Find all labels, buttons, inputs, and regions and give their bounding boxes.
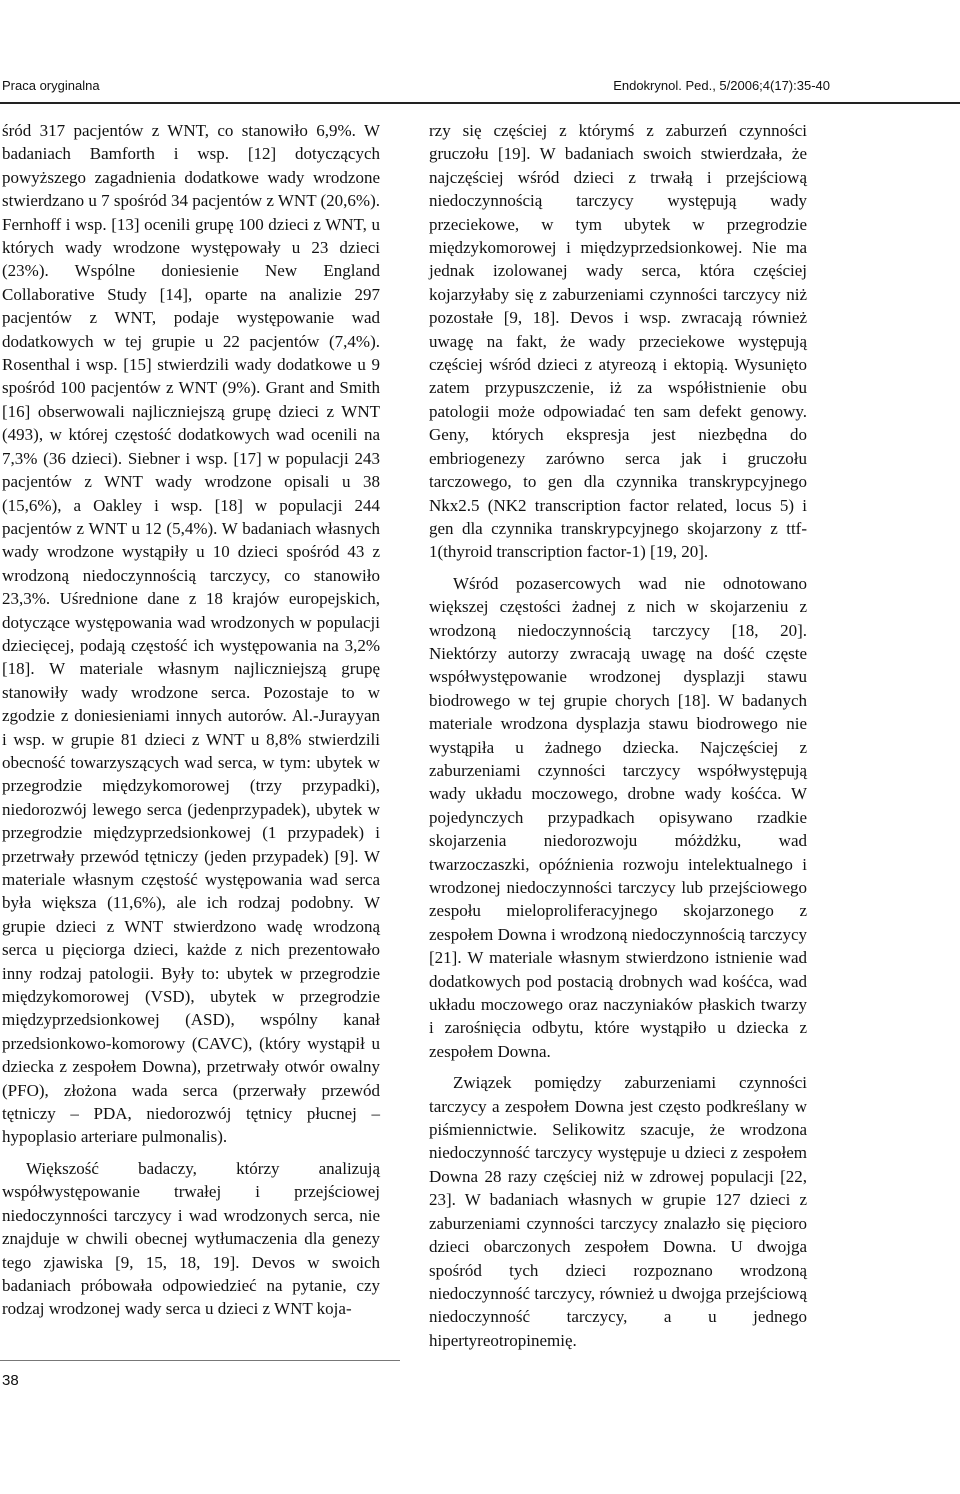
page-number: 38 bbox=[2, 1372, 19, 1389]
journal-citation: Endokrynol. Ped., 5/2006;4(17):35-40 bbox=[613, 78, 830, 93]
header-rule bbox=[0, 102, 960, 104]
paragraph: Wśród pozasercowych wad nie odnotowano większej częstości żadnej z nich w skojarzeniu z wrodzoną niedoczynnością tarczycy [18, 20]. Niektórzy autorzy zwracają uwagę na dość częste współwystępowanie wrodzonej dysplazji stawu biodrowego w tej grupie chorych [18]. W badanych materiale wrodzona dysplazja stawu biodrowego nie wystąpiła u żadnego dziecka. Najczęściej z zaburzeniami czynności tarczycy współwystępują wady układu moczowego, drobne wady kośćca. W pojedynczych przypadkach opisywano rzadkie skojarzenia niedorozwoju móżdżku, wad twarzoczaszki, opóźnienia rozwoju intelektualnego i wrodzonej niedoczynności tarczycy lub przejściowego zespołu mieloproliferacyjnego skojarzonego z zespołem Downa i wrodzoną niedoczynnością tarczycy [21]. W materiale własnym stwierdzono istnienie wad dodatkowych pod postacią drobnych wad kośćca, wad układu moczowego oraz naczyniaków płaskich twarzy i zarośnięcia odbytu, które wystąpiło u dziecka z zespołem Downa. bbox=[429, 573, 807, 1061]
footer-rule bbox=[0, 1360, 400, 1361]
right-column bbox=[429, 119, 807, 1352]
running-header bbox=[0, 74, 960, 102]
paragraph: Związek pomiędzy zaburzeniami czynności tarczycy a zespołem Downa jest często podkreślany w piśmiennictwie. Selikowitz szacuje, że wrodzona niedoczynność tarczycy występuje u dzieci z zespołem Downa 28 razy częściej niż w zdrowej populacji [22, 23]. W badaniach własnych w grupie 127 dzieci z zaburzeniami czynności tarczycy znalazło się pięcioro dzieci obarczonych zespołem Downa. U dwojga spośród tych dzieci rozpoznano wrodzoną niedoczynność tarczycy, również u dwojga przejściową niedoczynność tarczycy, a u jednego hipertyreotropinemię. bbox=[429, 1073, 807, 1350]
paragraph: śród 317 pacjentów z WNT, co stanowiło 6,9%. W badaniach Bamforth i wsp. [12] dotyczących powyższego zagadnienia dodatkowe wady wrodzone stwierdzano u 7 spośród 34 pacjentów z WNT (20,6%). Fernhoff i wsp. [13] ocenili grupę 100 dzieci z WNT, u których wady wrodzone występowały u 23 dzieci (23%). Wspólne doniesienie New England Collaborative Study [14], oparte na analizie 297 pacjentów z WNT, podaje występowanie wad dodatkowych w tej grupie u 22 pacjentów (7,4%). Rosenthal i wsp. [15] stwierdzili wady dodatkowe u 9 spośród 100 pacjentów z WNT (9%). Grant and Smith [16] obserwowali najliczniejszą grupę dzieci z WNT (493), w której częstość dodatkowych wad ocenili na 7,3% (36 dzieci). Siebner i wsp. [17] w populacji 243 pacjentów z WNT wady wrodzone opisali u 38 (15,6%), a Oakley i wsp. [18] w populacji 244 pacjentów z WNT u 12 (5,4%). W badaniach własnych wady wrodzone wystąpiły u 10 dzieci spośród 43 z wrodzoną niedoczynnością tarczycy, co stanowiło 23,3%. Uśrednione dane z 18 krajów europejskich, dotyczące występowania wad wrodzonych w populacji dziecięcej, podają częstość ich występowania na 3,2% [18]. W materiale własnym najliczniejszą grupę stanowiły wady wrodzone serca. Pozostaje to w zgodzie z doniesieniami innych autorów. Al.-Jurayyan i wsp. w grupie 81 dzieci z WNT u 8,8% stwierdzili obecność towarzyszących wad serca, w tym: ubytek w przegrodzie międzykomorowej (trzy przypadki), niedorozwój lewego serca (jedenprzypadek), ubytek w przegrodzie międzyprzedsionkowej (1 przypadek) i przetrwały przewód tętniczy (jeden przypadek) [9]. W materiale własnym częstość występowania wad serca była większa (11,6%), ale ich rodzaj podobny. W grupie dzieci z WNT stwierdzono wadę wrodzoną serca u pięciorga dzieci, każde z nich prezentowało inny rodzaj patologii. Były to: ubytek w przegrodzie międzykomorowej (VSD), ubytek w przegrodzie międzyprzedsionkowej (ASD), wspólny kanał przedsionkowo-komorowy (CAVC), (który wystąpił u dziecka z zespołem Downa), przetrwały otwór owalny (PFO), złożona wada serca (przerwały przewód tętniczy – PDA, niedorozwój tętnicy płucnej – hypoplasio arteriare pulmonalis). bbox=[2, 121, 381, 1147]
left-column bbox=[2, 119, 380, 1321]
section-label: Praca oryginalna bbox=[2, 78, 100, 93]
paragraph: rzy się częściej z którymś z zaburzeń czynności gruczołu [19]. W badaniach swoich stwierdzała, że najczęściej wśród dzieci z trwałą i przejściową niedoczynnością tarczycy występują wady przeciekowe, w tym ubytek w przegrodzie międzykomorowej i międzyprzedsionkowej. Nie ma jednak izolowanej wady serca, która częściej kojarzyłaby się z zaburzeniami czynności tarczycy niż pozostałe [9, 18]. Devos i wsp. zwracają również uwagę na fakt, że wady przeciekowe występują częściej wśród dzieci z atyreozą i ektopią. Wysunięto zatem przypuszczenie, iż za współistnienie obu patologii może odpowiadać ten sam defekt genowy. Geny, których ekspresja jest niezbędna do embriogenezy zarówno serca jak i gruczołu tarczowego, to gen dla czynnika transkrypcyjnego Nkx2.5 (NK2 transcription factor related, locus 5) i gen dla czynnika transkrypcyjnego skojarzony z ttf-1(thyroid transcription factor-1) [19, 20]. bbox=[429, 121, 807, 562]
paragraph: Większość badaczy, którzy analizują współwystępowanie trwałej i przejściowej niedoczynności tarczycy i wad wrodzonych serca, nie znajduje w chwili obecnej wytłumaczenia dla genezy tego zjawiska [9, 15, 18, 19]. Devos w swoich badaniach próbowała odpowiedzieć na pytanie, czy rodzaj wrodzonej wady serca u dzieci z WNT koja- bbox=[2, 1158, 380, 1319]
